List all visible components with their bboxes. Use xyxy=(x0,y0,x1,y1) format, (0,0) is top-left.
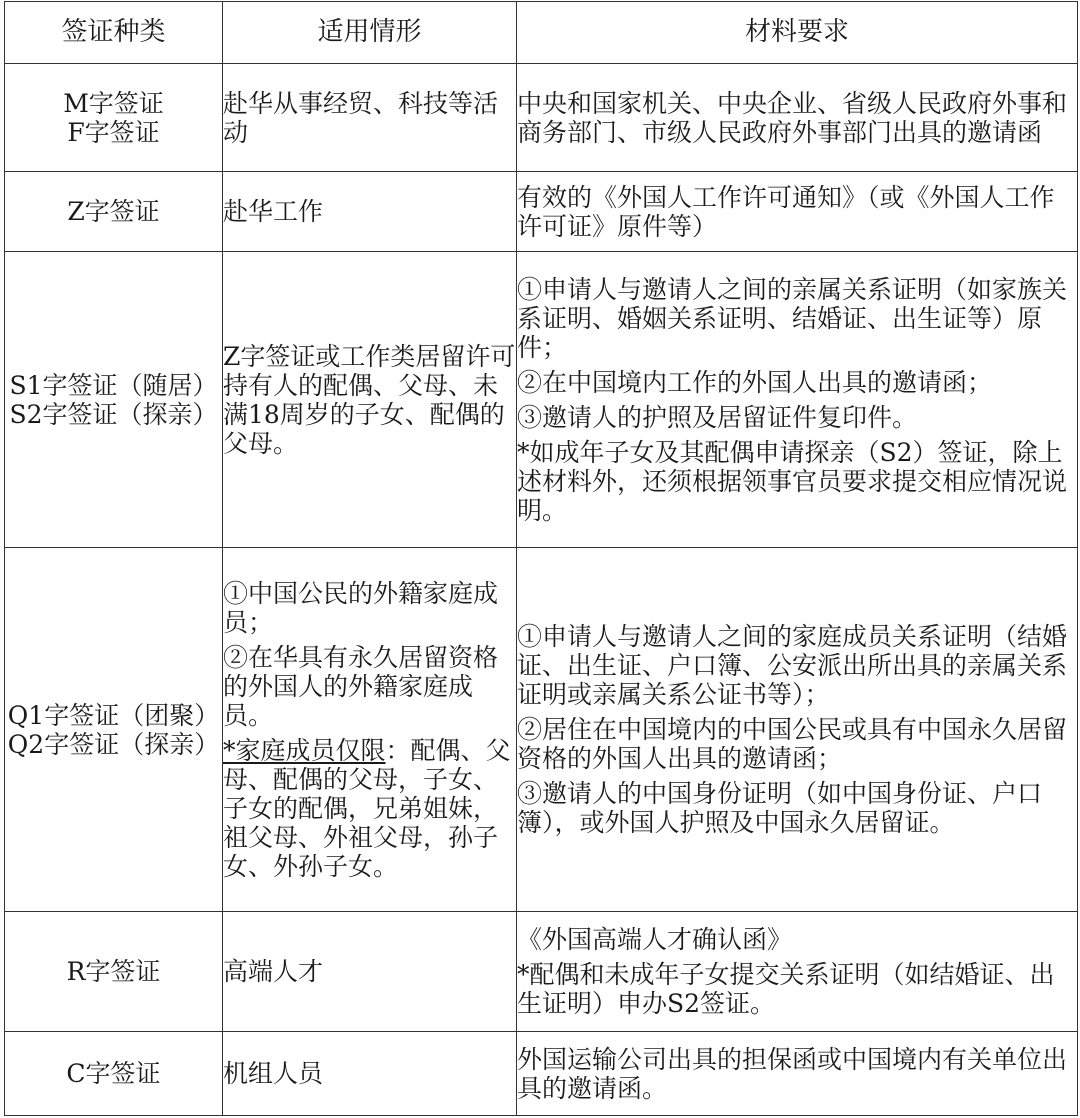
materials-item: ①申请人与邀请人之间的亲属关系证明（如家族关系证明、婚姻关系证明、结婚证、出生证等）原件； xyxy=(517,274,1068,362)
materials-note: *配偶和未成年子女提交关系证明（如结婚证、出生证明）申办S2签证。 xyxy=(517,960,1055,1018)
situation-text: 赴华从事经贸、科技等活动 xyxy=(223,88,499,147)
materials-cell xyxy=(517,548,1078,912)
situation-item: ②在华具有永久居留资格的外国人的外籍家庭成员。 xyxy=(223,642,499,730)
visa-type-label: Z字签证 xyxy=(67,197,160,226)
materials-item: 《外国高端人才确认函》 xyxy=(517,925,793,954)
visa-type-label: Q2字签证（探亲） xyxy=(7,729,220,759)
visa-type-label: M字签证 xyxy=(63,88,164,118)
visa-type-label: Q1字签证（团聚） xyxy=(7,700,220,730)
materials-item: ①申请人与邀请人之间的家庭成员关系证明（结婚证、出生证、户口簿、公安派出所出具的亲属关系证明或亲属关系公证书等）； xyxy=(517,622,1068,709)
visa-type-cell xyxy=(5,548,223,912)
table-row xyxy=(5,548,1078,912)
header-situation: 适用情形 xyxy=(223,2,517,64)
visa-requirements-table xyxy=(4,1,1078,1116)
materials-cell xyxy=(517,252,1078,548)
visa-type-cell xyxy=(5,252,223,548)
header-materials: 材料要求 xyxy=(517,2,1078,64)
visa-type-cell xyxy=(5,64,223,172)
visa-type-cell xyxy=(5,1032,223,1116)
situation-cell xyxy=(223,912,517,1032)
materials-text: 外国运输公司出具的担保函或中国境内有关单位出具的邀请函。 xyxy=(517,1044,1068,1103)
situation-cell xyxy=(223,548,517,912)
table-row xyxy=(5,64,1078,172)
family-members-note xyxy=(223,736,516,881)
table-row xyxy=(5,172,1078,252)
materials-note: *如成年子女及其配偶申请探亲（S2）签证，除上述材料外，还须根据领事官员要求提交相应情况说明。 xyxy=(517,437,1068,525)
materials-cell xyxy=(517,172,1078,252)
situation-cell xyxy=(223,64,517,172)
materials-item: ②居住在中国境内的中国公民或具有中国永久居留资格的外国人出具的邀请函； xyxy=(517,715,1068,773)
family-members-note-label: *家庭成员仅限 xyxy=(223,735,386,765)
family-members-note-text: ：配偶、父母、配偶的父母，子女、子女的配偶，兄弟姐妹，祖父母、外祖父母，孙子女、外孙子女。 xyxy=(223,735,511,881)
table-row xyxy=(5,252,1078,548)
visa-type-cell xyxy=(5,172,223,252)
situation-text: 赴华工作 xyxy=(223,197,324,226)
materials-cell xyxy=(517,1032,1078,1116)
situation-cell xyxy=(223,1032,517,1116)
header-visa-type: 签证种类 xyxy=(5,2,223,64)
situation-text: Z字签证或工作类居留许可持有人的配偶、父母、未满18周岁的子女、配偶的父母。 xyxy=(223,341,516,458)
situation-text: 高端人才 xyxy=(223,957,324,986)
materials-cell xyxy=(517,64,1078,172)
visa-type-label: C字签证 xyxy=(66,1059,161,1088)
situation-text: 机组人员 xyxy=(223,1059,324,1088)
table-header-row xyxy=(5,2,1078,64)
visa-type-label: F字签证 xyxy=(67,117,160,147)
table-row xyxy=(5,912,1078,1032)
visa-type-cell xyxy=(5,912,223,1032)
situation-cell xyxy=(223,172,517,252)
situation-cell xyxy=(223,252,517,548)
materials-item: ③邀请人的护照及居留证件复印件。 xyxy=(517,402,918,432)
visa-type-label: S1字签证（随居） xyxy=(9,370,218,400)
materials-item: ③邀请人的中国身份证明（如中国身份证、户口簿），或外国人护照及中国永久居留证。 xyxy=(517,779,1043,837)
materials-text: 有效的《外国人工作许可通知》（或《外国人工作许可证》原件等） xyxy=(517,182,1055,241)
materials-text: 中央和国家机关、中央企业、省级人民政府外事和商务部门、市级人民政府外事部门出具的邀请函 xyxy=(517,88,1068,147)
materials-cell xyxy=(517,912,1078,1032)
visa-type-label: S2字签证（探亲） xyxy=(9,399,218,429)
situation-item: ①中国公民的外籍家庭成员； xyxy=(223,578,499,637)
visa-type-label: R字签证 xyxy=(66,957,161,986)
table-row xyxy=(5,1032,1078,1116)
materials-item: ②在中国境内工作的外国人出具的邀请函； xyxy=(517,367,993,397)
